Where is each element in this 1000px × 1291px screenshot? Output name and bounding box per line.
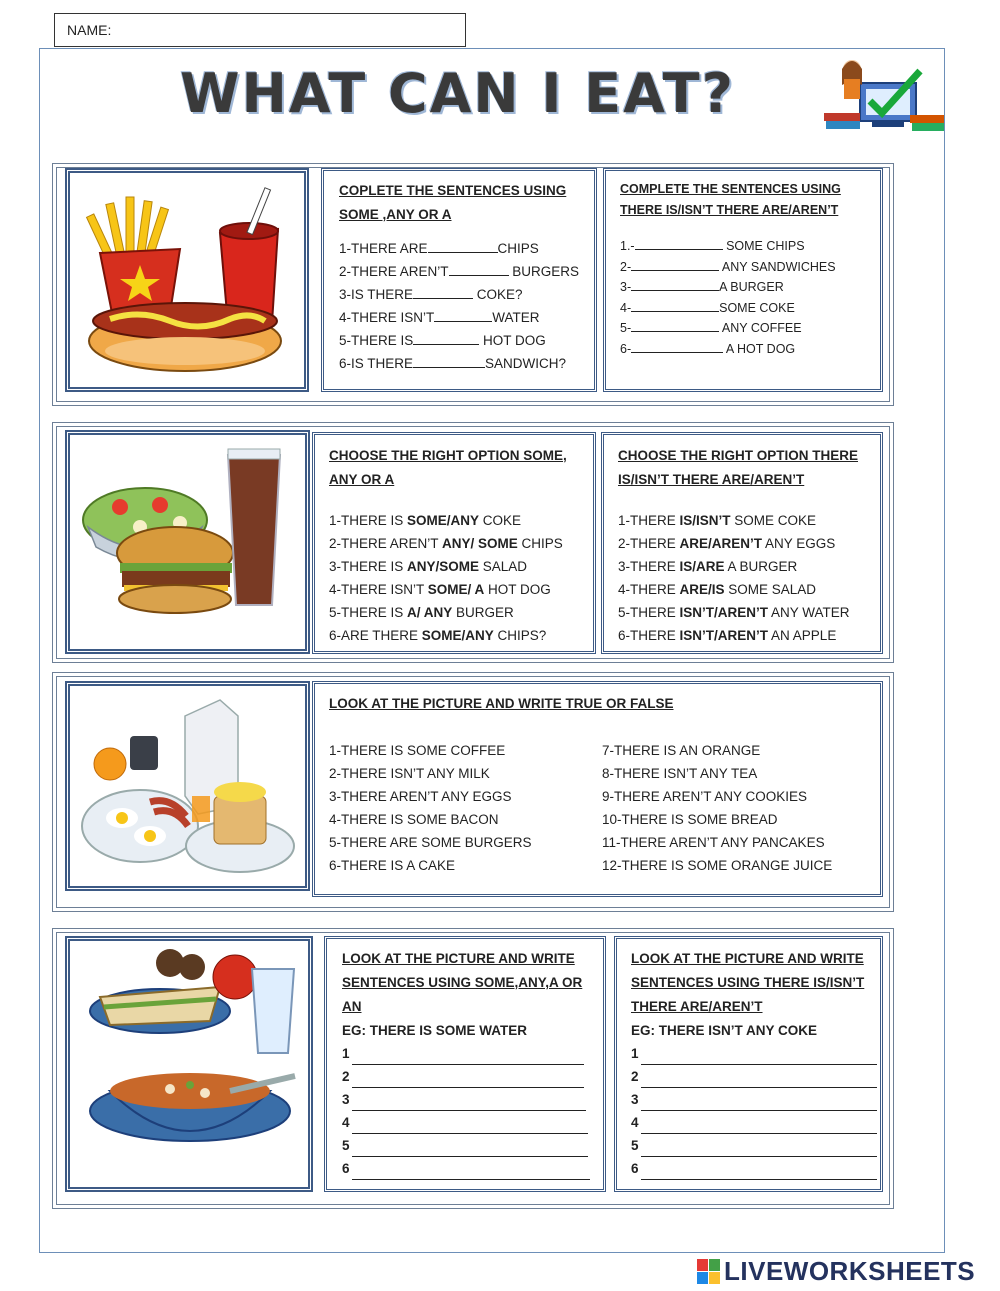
- answer-line: 4: [342, 1111, 602, 1134]
- answer-line: 2: [342, 1065, 602, 1088]
- answer-blank[interactable]: [428, 240, 498, 253]
- answer-input[interactable]: [641, 1042, 877, 1065]
- answer-input[interactable]: [352, 1065, 584, 1088]
- list-item: 10-THERE IS SOME BREAD: [602, 812, 778, 827]
- section-4-left-panel: [324, 936, 606, 1192]
- list-item: 7-THERE IS AN ORANGE: [602, 743, 761, 758]
- list-item: 3-THERE IS/ARE A BURGER: [618, 559, 798, 574]
- list-item: 6-ARE THERE SOME/ANY CHIPS?: [329, 628, 547, 643]
- answer-line: 5: [342, 1134, 602, 1157]
- section-2-right-header-1: CHOOSE THE RIGHT OPTION THERE: [618, 448, 859, 463]
- answer-input[interactable]: [641, 1065, 877, 1088]
- liveworksheets-logo[interactable]: [697, 1256, 975, 1287]
- section-4-right-header-1: LOOK AT THE PICTURE AND WRITE: [631, 951, 864, 966]
- lunch-image: [65, 936, 313, 1192]
- section-2-left-panel: [312, 432, 596, 654]
- list-item: 1-THERE IS SOME COFFEE: [329, 743, 506, 758]
- list-item: 3-THERE IS ANY/SOME SALAD: [329, 559, 528, 574]
- list-item: 9-THERE AREN’T ANY COOKIES: [602, 789, 808, 804]
- answer-line: 1: [342, 1042, 602, 1065]
- section-2-left-header-1: CHOOSE THE RIGHT OPTION SOME,: [329, 448, 567, 463]
- page-title: WHAT CAN I EAT?: [180, 62, 735, 125]
- section-2-left-header-2: ANY OR A: [329, 472, 395, 487]
- section-4-left-header-2: SENTENCES USING SOME,ANY,A OR: [342, 975, 583, 990]
- list-item: 8-THERE ISN’T ANY TEA: [602, 766, 758, 781]
- answer-blank[interactable]: [631, 299, 719, 312]
- answer-input[interactable]: [352, 1134, 588, 1157]
- section-1-left-header-1: COPLETE THE SENTENCES USING: [339, 183, 567, 198]
- answer-line: 6: [631, 1157, 881, 1180]
- answer-blank[interactable]: [631, 258, 719, 271]
- list-item: 4-THERE ARE/IS SOME SALAD: [618, 582, 817, 597]
- section-1-right-header-1: COMPLETE THE SENTENCES USING: [620, 182, 841, 196]
- list-item: 3- A BURGER: [620, 280, 784, 294]
- list-item: 4- SOME COKE: [620, 300, 795, 315]
- burger-salad-image: [65, 430, 310, 654]
- list-item: 3-IS THERE COKE?: [339, 287, 523, 302]
- answer-input[interactable]: [352, 1157, 590, 1180]
- section-2-right-panel: [601, 432, 883, 654]
- list-item: 5-THERE IS HOT DOG: [339, 333, 546, 348]
- option-choice[interactable]: A/ ANY: [407, 605, 453, 620]
- option-choice[interactable]: SOME/ A: [427, 582, 485, 597]
- fast-food-illustration: [70, 173, 304, 387]
- list-item: 2-THERE ARE/AREN’T ANY EGGS: [618, 536, 836, 551]
- answer-blank[interactable]: [631, 340, 723, 353]
- answer-input[interactable]: [352, 1042, 584, 1065]
- list-item: 5-THERE ISN’T/AREN’T ANY WATER: [618, 605, 850, 620]
- list-item: 4-THERE ISN’T SOME/ A HOT DOG: [329, 582, 551, 597]
- answer-input[interactable]: [641, 1157, 877, 1180]
- answer-line: 3: [342, 1088, 602, 1111]
- burger-salad-illustration: [70, 435, 305, 649]
- section-4-right-panel: [614, 936, 883, 1192]
- answer-line: 5: [631, 1134, 881, 1157]
- answer-line: 4: [631, 1111, 881, 1134]
- teacher-computer-icon: [820, 55, 948, 137]
- option-choice[interactable]: ANY/ SOME: [442, 536, 518, 551]
- option-choice[interactable]: ARE/IS: [679, 582, 725, 597]
- fast-food-image: [65, 168, 309, 392]
- list-item: 5- ANY COFFEE: [620, 321, 802, 335]
- name-label: NAME:: [67, 22, 112, 38]
- breakfast-illustration: [70, 686, 305, 886]
- list-item: 3-THERE AREN’T ANY EGGS: [329, 789, 512, 804]
- list-item: 12-THERE IS SOME ORANGE JUICE: [602, 858, 833, 873]
- brand-name: LIVEWORKSHEETS: [724, 1256, 976, 1286]
- list-item: 2- ANY SANDWICHES: [620, 259, 836, 274]
- section-1-right-panel: [603, 168, 883, 392]
- list-item: 1-THERE IS/ISN’T SOME COKE: [618, 513, 817, 528]
- list-item: 1-THERE ARE CHIPS: [339, 241, 539, 256]
- breakfast-image: [65, 681, 310, 891]
- option-choice[interactable]: ISN’T/AREN’T: [679, 605, 769, 620]
- answer-blank[interactable]: [635, 237, 723, 250]
- option-choice[interactable]: IS/ISN’T: [679, 513, 731, 528]
- section-4-right-header-3: THERE ARE/AREN’T: [631, 999, 763, 1014]
- option-choice[interactable]: ARE/AREN’T: [679, 536, 763, 551]
- answer-line: 3: [631, 1088, 881, 1111]
- list-item: 5-THERE ARE SOME BURGERS: [329, 835, 532, 850]
- option-choice[interactable]: IS/ARE: [679, 559, 725, 574]
- section-2-right-header-2: IS/ISN’T THERE ARE/AREN’T: [618, 472, 805, 487]
- answer-line: 1: [631, 1042, 881, 1065]
- section-3-panel: [312, 681, 883, 897]
- option-choice[interactable]: ANY/SOME: [407, 559, 480, 574]
- option-choice[interactable]: ISN’T/AREN’T: [679, 628, 769, 643]
- section-1-right-header-2: THERE IS/ISN’T THERE ARE/AREN’T: [620, 202, 839, 217]
- example-sentence: EG: THERE IS SOME WATER: [342, 1023, 528, 1038]
- list-item: 1.- SOME CHIPS: [620, 239, 805, 253]
- list-item: 6-THERE ISN’T/AREN’T AN APPLE: [618, 628, 837, 643]
- list-item: 6-IS THERE SANDWICH?: [339, 356, 567, 371]
- example-sentence: EG: THERE ISN’T ANY COKE: [631, 1023, 818, 1038]
- answer-line: 6: [342, 1157, 602, 1180]
- answer-blank[interactable]: [449, 263, 509, 276]
- list-item: 2-THERE AREN’T BURGERS: [339, 264, 580, 279]
- section-4-right-header-2: SENTENCES USING THERE IS/ISN’T: [631, 975, 865, 990]
- name-field[interactable]: [54, 13, 466, 47]
- option-choice[interactable]: SOME/ANY: [421, 628, 494, 643]
- section-1-left-panel: [321, 168, 597, 392]
- answer-blank[interactable]: [631, 319, 719, 332]
- answer-input[interactable]: [352, 1088, 586, 1111]
- list-item: 5-THERE IS A/ ANY BURGER: [329, 605, 514, 620]
- answer-input[interactable]: [352, 1111, 588, 1134]
- list-item: 1-THERE IS SOME/ANY COKE: [329, 513, 522, 528]
- list-item: 2-THERE AREN’T ANY/ SOME CHIPS: [329, 536, 563, 551]
- list-item: 6-THERE IS A CAKE: [329, 858, 456, 873]
- section-4-left-header-1: LOOK AT THE PICTURE AND WRITE: [342, 951, 575, 966]
- section-1-left-header-2: SOME ,ANY OR A: [339, 207, 452, 222]
- answer-input[interactable]: [641, 1088, 877, 1111]
- section-4-left-header-3: AN: [342, 999, 362, 1014]
- answer-input[interactable]: [641, 1134, 877, 1157]
- list-item: 11-THERE AREN’T ANY PANCAKES: [602, 835, 825, 850]
- answer-blank[interactable]: [413, 355, 485, 368]
- answer-line: 2: [631, 1065, 881, 1088]
- list-item: 2-THERE ISN’T ANY MILK: [329, 766, 490, 781]
- answer-blank[interactable]: [631, 278, 719, 291]
- list-item: 4-THERE ISN’T WATER: [339, 310, 540, 325]
- list-item: 4-THERE IS SOME BACON: [329, 812, 499, 827]
- list-item: 6- A HOT DOG: [620, 341, 796, 356]
- lunch-illustration: [70, 941, 308, 1187]
- answer-blank[interactable]: [413, 286, 473, 299]
- answer-blank[interactable]: [434, 309, 492, 322]
- section-3-header: LOOK AT THE PICTURE AND WRITE TRUE OR FALSE: [329, 696, 674, 711]
- option-choice[interactable]: SOME/ANY: [407, 513, 480, 528]
- liveworksheets-blocks-icon: [697, 1259, 721, 1285]
- answer-blank[interactable]: [413, 332, 479, 345]
- answer-input[interactable]: [641, 1111, 877, 1134]
